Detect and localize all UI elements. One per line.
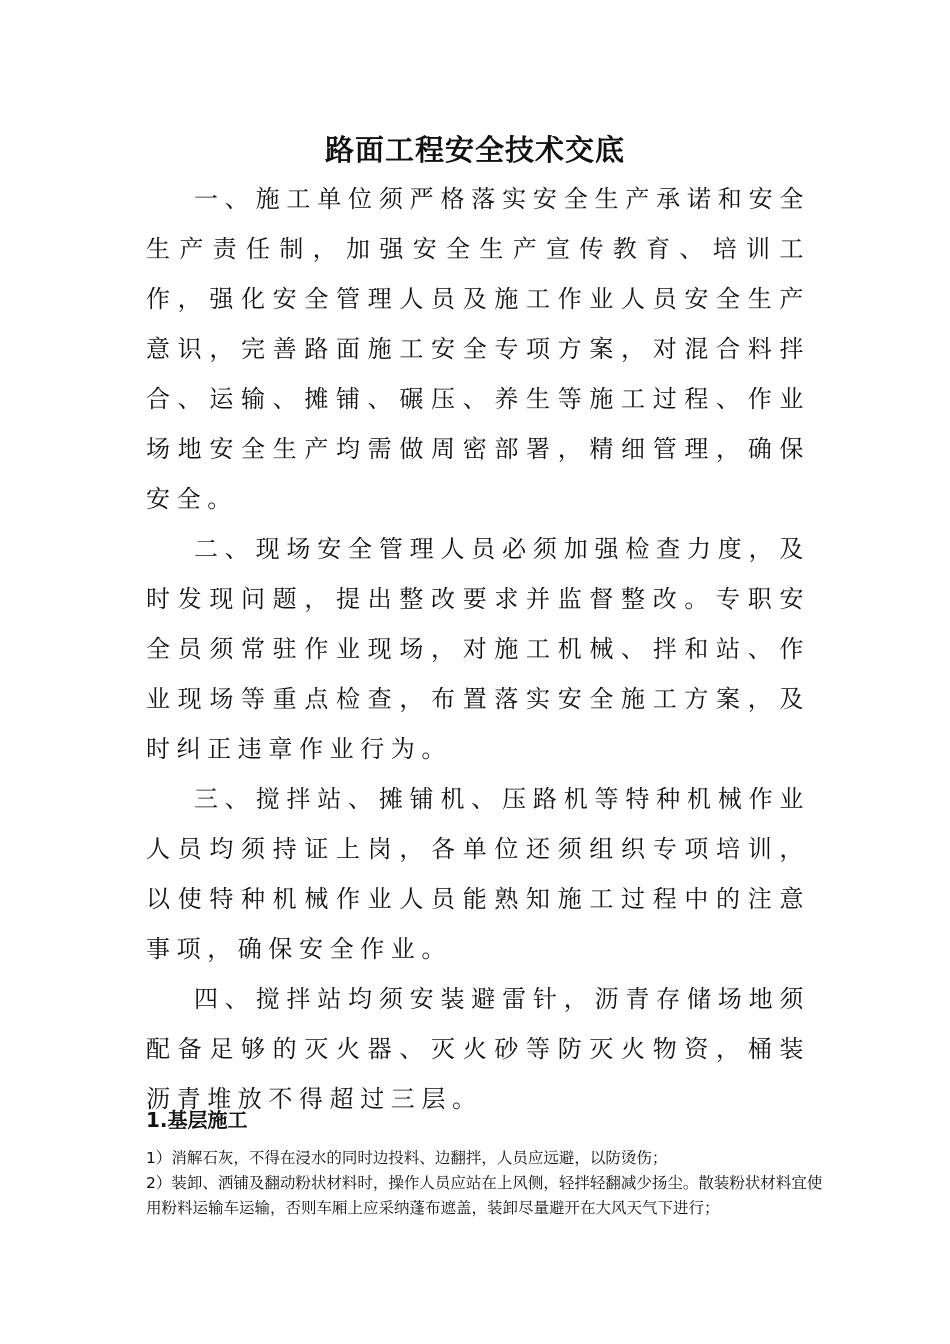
- paragraph-2: 二、现场安全管理人员必须加强检查力度，及时发现问题，提出整改要求并监督整改。专职安全员须常驻作业现场，对施工机械、拌和站、作业现场等重点检查，布置落实安全施工方案，及时纠正违章作业行为。: [146, 535, 810, 763]
- paragraph-1: 一、施工单位须严格落实安全生产承诺和安全生产责任制，加强安全生产宣传教育、培训工作，强化安全管理人员及施工作业人员安全生产意识，完善路面施工安全专项方案，对混合料拌合、运输、摊铺、碾压、养生等施工过程、作业场地安全生产均需做周密部署，精细管理，确保安全。: [146, 185, 810, 513]
- document-body: [146, 174, 810, 1124]
- paragraph-4: 四、搅拌站均须安装避雷针，沥青存储场地须配备足够的灭火器、灭火砂等防灭火物资，桶装沥青堆放不得超过三层。: [146, 985, 810, 1113]
- section-heading: 1.基层施工: [146, 1108, 248, 1132]
- section-items: [146, 1146, 826, 1221]
- section-item-2: 2）装卸、洒铺及翻动粉状材料时，操作人员应站在上风侧，轻拌轻翻减少扬尘。散装粉状材料宜使用粉料运输车运输，否则车厢上应采纳蓬布遮盖，装卸尽量避开在大风天气下进行；: [146, 1174, 823, 1217]
- document-title: 路面工程安全技术交底: [324, 133, 625, 167]
- paragraph-3: 三、搅拌站、摊铺机、压路机等特种机械作业人员均须持证上岗，各单位还须组织专项培训，以使特种机械作业人员能熟知施工过程中的注意事项，确保安全作业。: [146, 785, 810, 963]
- section-item-1: 1）消解石灰，不得在浸水的同时边投料、边翻拌，人员应远避，以防烫伤；: [146, 1149, 668, 1167]
